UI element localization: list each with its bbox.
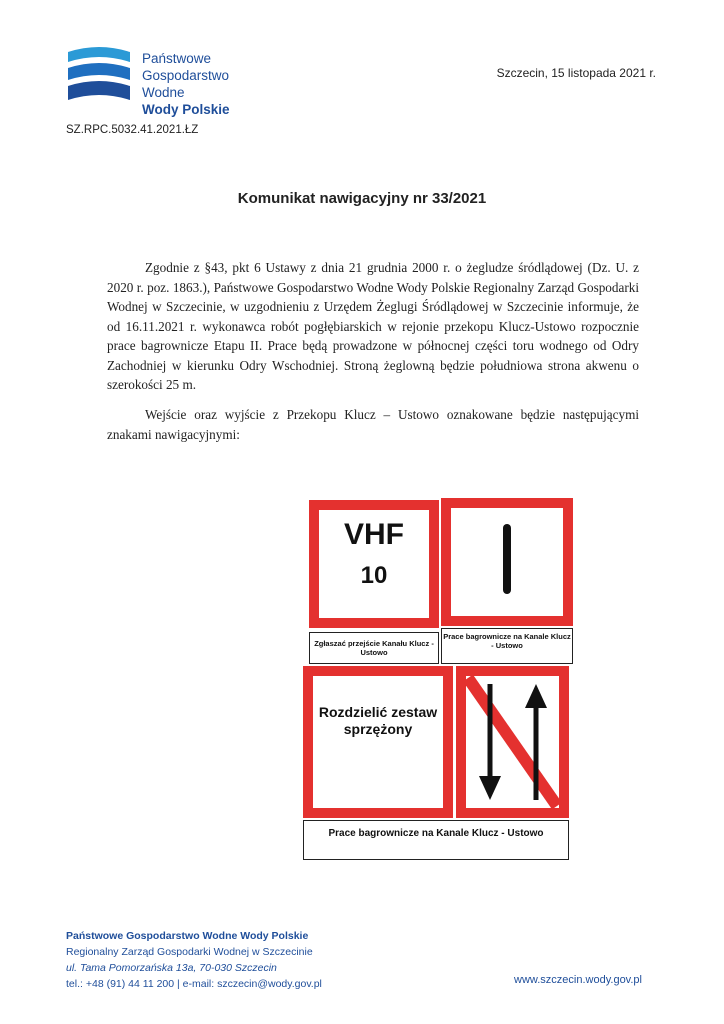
plate-report-passage: Zgłaszać przejście Kanału Klucz - Ustowo: [309, 632, 439, 664]
sign-vertical-bar: [441, 498, 573, 626]
document-title: Komunikat nawigacyjny nr 33/2021: [237, 190, 487, 207]
logo-line-2: Gospodarstwo Wodne: [142, 68, 230, 100]
footer-regional-office: Regionalny Zarząd Gospodarki Wodnej w Szczecinie: [66, 946, 313, 958]
plate-dredging-works-large: Prace bagrownicze na Kanale Klucz - Ustowo: [303, 820, 569, 860]
footer-address: [66, 928, 322, 992]
plate-dredging-works-small: Prace bagrownicze na Kanale Klucz - Ustowo: [441, 628, 573, 664]
sign-channel-number: 10: [360, 562, 388, 589]
paragraph-1: Zgodnie z §43, pkt 6 Ustawy z dnia 21 grudnia 2000 r. o żegludze śródlądowej (Dz. U. z 2020 r. poz. 1863.), Państwowe Gospodarstwo Wodne Wody Polskie Regionalny Zarząd Gospodarki Wodnej w Szczecinie, w uzgodnieniu z Urzędem Żeglugi Śródlądowej w Szczecinie informuje, że od 16.11.2021 r. wykonawca robót pogłębiarskich w rejonie przekopu Klucz-Ustowo rozpocznie prace bagrownicze Etapu II. Prace będą prowadzone w północnej części toru wodnego od Odry Zachodniej w kierunku Odry Wschodniej. Stroną żeglowną będzie południowa strona akwenu o szerokości 25 m.: [107, 260, 639, 392]
navigation-signs: [303, 498, 577, 862]
sign-separate-convoy: [303, 666, 453, 818]
sign-vhf-text: VHF: [344, 518, 404, 551]
footer-contact: tel.: +48 (91) 44 11 200 | e-mail: szczecin@wody.gov.pl: [66, 978, 322, 990]
sign-two-way-traffic-prohibited: [456, 666, 569, 818]
footer-org-name: Państwowe Gospodarstwo Wodne Wody Polskie: [66, 930, 309, 942]
waves-logo-icon: [66, 44, 132, 106]
footer-website-link[interactable]: www.szczecin.wody.gov.pl: [514, 974, 642, 986]
sign-separate-convoy-text: Rozdzielić zestaw sprzężony: [318, 704, 438, 737]
paragraph-2: Wejście oraz wyjście z Przekopu Klucz – Ustowo oznakowane będzie następującymi znakami nawigacyjnymi:: [107, 407, 639, 442]
opposing-arrows-icon: [466, 676, 559, 808]
sign-vhf-10: [309, 500, 439, 628]
vertical-bar-icon: [503, 524, 511, 594]
logo-line-3: Wody Polskie: [142, 102, 230, 117]
reference-number: SZ.RPC.5032.41.2021.ŁZ: [66, 124, 199, 136]
wody-polskie-logo: [66, 44, 246, 117]
logo-line-1: Państwowe: [142, 51, 212, 66]
footer-street-address: ul. Tama Pomorzańska 13a, 70-030 Szczecin: [66, 962, 277, 974]
document-date: Szczecin, 15 listopada 2021 r.: [496, 66, 656, 80]
